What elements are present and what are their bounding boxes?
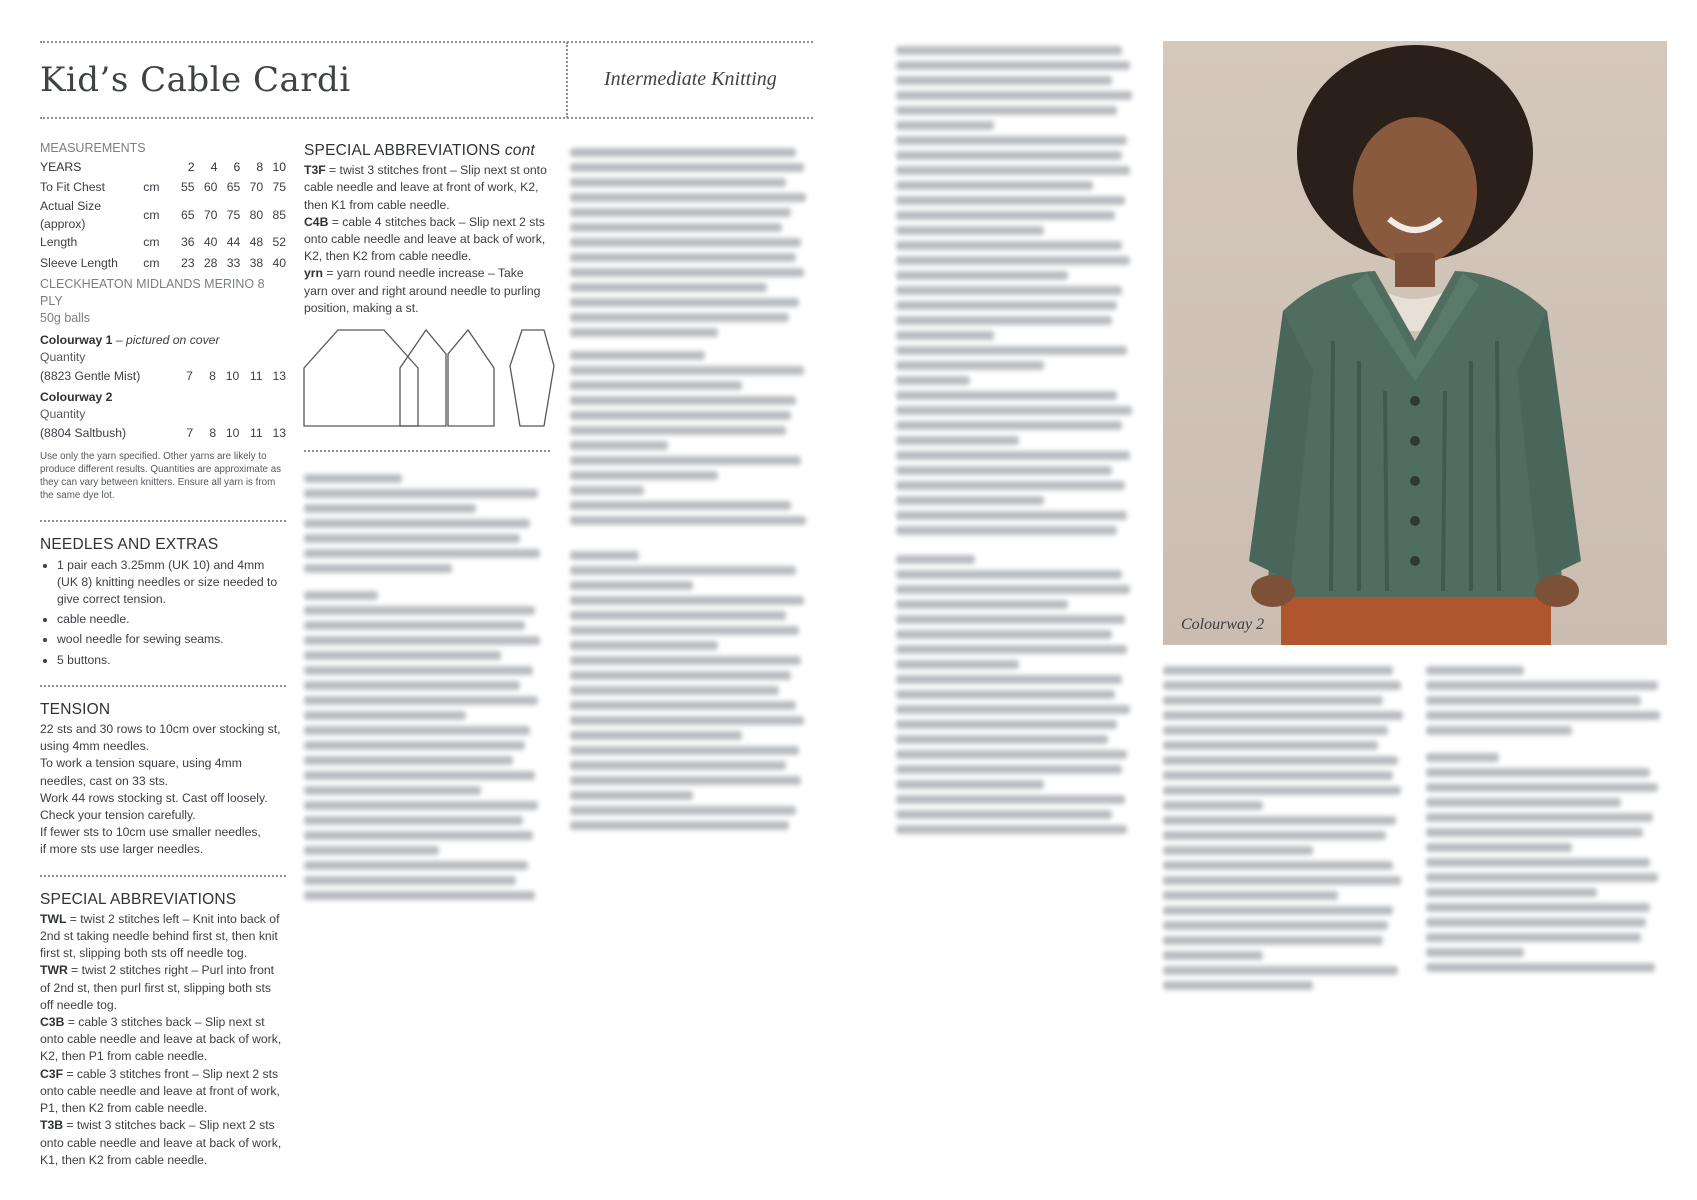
value-cell: 7	[186, 368, 193, 383]
shade-label: (8804 Saltbush)	[40, 425, 127, 440]
abbreviation-code: T3F	[304, 163, 326, 178]
unit-cell: cm	[143, 256, 160, 271]
needles-heading: NEEDLES AND EXTRAS	[40, 536, 219, 554]
tension-line: 22 sts and 30 rows to 10cm over stocking st, using 4mm needles.	[40, 722, 281, 754]
unit-cell: cm	[143, 180, 160, 195]
list-item: • wool needle for sewing seams.	[57, 631, 286, 648]
value-cell: 8	[209, 425, 217, 440]
abbreviation-item	[40, 1066, 286, 1118]
needles-list	[40, 557, 286, 669]
tension-line: if more sts use larger needles.	[40, 842, 204, 857]
trousers-shape	[1281, 597, 1551, 645]
value-cell: 23	[181, 256, 195, 271]
skill-level: Intermediate Knitting	[604, 68, 777, 90]
yarn-balls: 50g balls	[40, 311, 91, 326]
blurred-instructions-col4	[896, 40, 1142, 1150]
abbreviation-item	[304, 265, 550, 317]
value-cell: 7	[186, 425, 194, 440]
abbreviation-code: T3B	[40, 1118, 64, 1133]
sleeve-schematic-shape	[510, 330, 554, 426]
value-cell: 11	[249, 368, 263, 383]
size-cell: 4	[210, 159, 218, 174]
abbreviation-text: = twist 3 stitches back – Slip next 2 sts onto cable needle and leave at back of work, K1, then K2 from cable needle.	[40, 1118, 282, 1167]
abbreviation-text: = twist 2 stitches right – Purl into front of 2nd st, then purl first st, slipping both sts off needle tog.	[40, 963, 275, 1012]
table-row	[40, 198, 286, 232]
quantity-label: Quantity	[40, 349, 86, 364]
value-cell: 65	[226, 180, 241, 195]
value-cell: 13	[272, 425, 286, 440]
table-row	[40, 253, 286, 274]
abbreviation-code: TWR	[40, 963, 68, 978]
unit-cell: cm	[143, 207, 160, 222]
model-photo	[1163, 41, 1667, 645]
colourway-note: pictured on cover	[126, 332, 220, 347]
value-cell: 36	[181, 235, 195, 250]
shade-label: (8823 Gentle Mist)	[40, 368, 141, 383]
table-row	[40, 157, 286, 178]
years-label: YEARS	[40, 159, 82, 174]
abbreviation-text: = cable 4 stitches back – Slip next 2 sts onto cable needle and leave at back of work, K2, then K2 from cable needle.	[304, 214, 546, 264]
value-cell: 8	[209, 368, 216, 383]
unit-cell: cm	[143, 235, 160, 250]
abbreviations-heading: SPECIAL ABBREVIATIONS	[40, 890, 237, 908]
garment-schematic	[300, 326, 556, 436]
value-cell: 10	[225, 425, 240, 440]
abbreviation-item	[304, 162, 550, 214]
tension-heading: TENSION	[40, 700, 111, 718]
value-cell: 40	[203, 235, 218, 250]
value-cell: 10	[225, 368, 240, 383]
value-cell: 28	[203, 256, 218, 271]
abbreviation-text: = cable 3 stitches front – Slip next 2 sts onto cable needle and leave at front of work, P1, then K2 from cable needle.	[40, 1066, 280, 1116]
heading-suffix: cont	[504, 142, 535, 159]
section-rule	[40, 520, 286, 522]
blurred-instructions-col2	[304, 468, 550, 1128]
row-label: Actual Size (approx)	[40, 199, 101, 231]
abbreviation-code: C3F	[40, 1066, 64, 1081]
abbreviation-code: TWL	[40, 911, 67, 926]
value-cell: 13	[272, 368, 286, 383]
abbreviation-item	[40, 1117, 286, 1169]
abbreviation-text: = twist 3 stitches front – Slip next st onto cable needle and leave at front of work, K2, then K1 from cable needle.	[304, 163, 547, 212]
abbreviation-item	[304, 214, 550, 266]
row-label: To Fit Chest	[40, 180, 106, 195]
colourway-2-name: Colourway 2	[40, 389, 113, 404]
header-bottom-rule	[40, 117, 813, 119]
value-cell: 38	[249, 256, 264, 271]
value-cell: 11	[250, 425, 263, 440]
colourway-1-name: Colourway 1 – pictured on cover	[40, 332, 220, 347]
value-cell: 44	[226, 235, 241, 250]
list-item: • 1 pair each 3.25mm (UK 10) and 4mm (UK 8) knitting needles or size needed to give correct tension.	[57, 557, 286, 609]
tension-line: Check your tension carefully.	[40, 808, 196, 823]
tension-line: If fewer sts to 10cm use smaller needles,	[40, 825, 261, 840]
abbreviations-cont-heading	[304, 142, 550, 159]
size-cell: 8	[256, 159, 264, 174]
abbreviation-text: = cable 3 stitches back – Slip next st onto cable needle and leave at back of work, K2, then P1 from cable needle.	[40, 1015, 282, 1064]
right-front-schematic-shape	[448, 330, 494, 426]
value-cell: 33	[226, 256, 241, 271]
right-hand-shape	[1535, 575, 1579, 607]
value-cell: 75	[226, 207, 241, 222]
value-cell: 55	[181, 180, 195, 195]
face-shape	[1353, 117, 1477, 265]
measurements-table	[40, 157, 286, 274]
heading-text: SPECIAL ABBREVIATIONS	[304, 142, 501, 159]
table-row	[40, 423, 286, 444]
blurred-instructions-col5	[1163, 660, 1413, 1140]
measurements-heading: MEASUREMENTS	[40, 141, 146, 155]
value-cell: 48	[249, 235, 264, 250]
abbreviation-text: = yarn round needle increase – Take yarn over and right around needle to purling position, making a st.	[304, 266, 541, 315]
abbreviation-code: C3B	[40, 1015, 65, 1030]
value-cell: 80	[249, 207, 264, 222]
yarn-note: Use only the yarn specified. Other yarns are likely to produce different results. Quantities are approximate as they can vary between knitters. Ensure all yarn is from the same dye lot.	[40, 450, 282, 502]
blurred-instructions-col6	[1426, 660, 1670, 1140]
header-top-rule	[40, 41, 813, 43]
size-cell: 10	[272, 159, 286, 174]
pattern-title: Kid’s Cable Cardi	[40, 60, 351, 100]
abbreviation-item	[40, 1014, 286, 1066]
value-cell: 65	[181, 207, 195, 222]
list-item: • 5 buttons.	[57, 652, 286, 669]
abbreviation-text: = twist 2 stitches left – Knit into back of 2nd st taking needle behind first st, then knit first st, slipping both sts off needle tog.	[40, 911, 280, 961]
value-cell: 70	[249, 180, 264, 195]
abbreviation-item	[40, 911, 286, 963]
value-cell: 52	[272, 235, 286, 250]
colourway-2-quantities	[40, 423, 286, 444]
quantity-label: Quantity	[40, 406, 86, 421]
colourway-name: Colourway 1	[40, 332, 113, 347]
photo-caption: Colourway 2	[1181, 616, 1265, 633]
table-row	[40, 366, 286, 387]
value-cell: 85	[272, 207, 286, 222]
table-row	[40, 233, 286, 254]
tension-line: Work 44 rows stocking st. Cast off loosely.	[40, 790, 268, 805]
column-left	[40, 140, 286, 1169]
table-row	[40, 178, 286, 199]
left-hand-shape	[1251, 575, 1295, 607]
tension-line: To work a tension square, using 4mm needles, cast on 33 sts.	[40, 756, 242, 788]
colourway-1-quantities	[40, 366, 286, 387]
value-cell: 70	[203, 207, 218, 222]
section-rule	[40, 685, 286, 687]
header-divider	[566, 42, 568, 118]
value-cell: 60	[203, 180, 218, 195]
list-item: • cable needle.	[57, 611, 286, 628]
value-cell: 75	[272, 180, 286, 195]
abbreviation-code: C4B	[304, 214, 329, 229]
yarn-heading: CLECKHEATON MIDLANDS MERINO 8 PLY	[40, 276, 265, 309]
abbreviation-item	[40, 962, 286, 1014]
left-front-schematic-shape	[400, 330, 446, 426]
abbreviation-code: yrn	[304, 266, 323, 281]
column-middle	[304, 142, 550, 317]
section-rule	[304, 450, 550, 452]
size-cell: 6	[233, 159, 241, 174]
value-cell: 40	[272, 256, 286, 271]
row-label: Sleeve Length	[40, 256, 118, 271]
row-label: Length	[40, 235, 78, 250]
child-in-cardigan-illustration	[1163, 41, 1667, 645]
blurred-instructions-col3	[570, 142, 816, 1122]
back-schematic-shape	[304, 330, 418, 426]
size-cell: 2	[187, 159, 195, 174]
section-rule	[40, 875, 286, 877]
neck-shape	[1395, 253, 1435, 287]
